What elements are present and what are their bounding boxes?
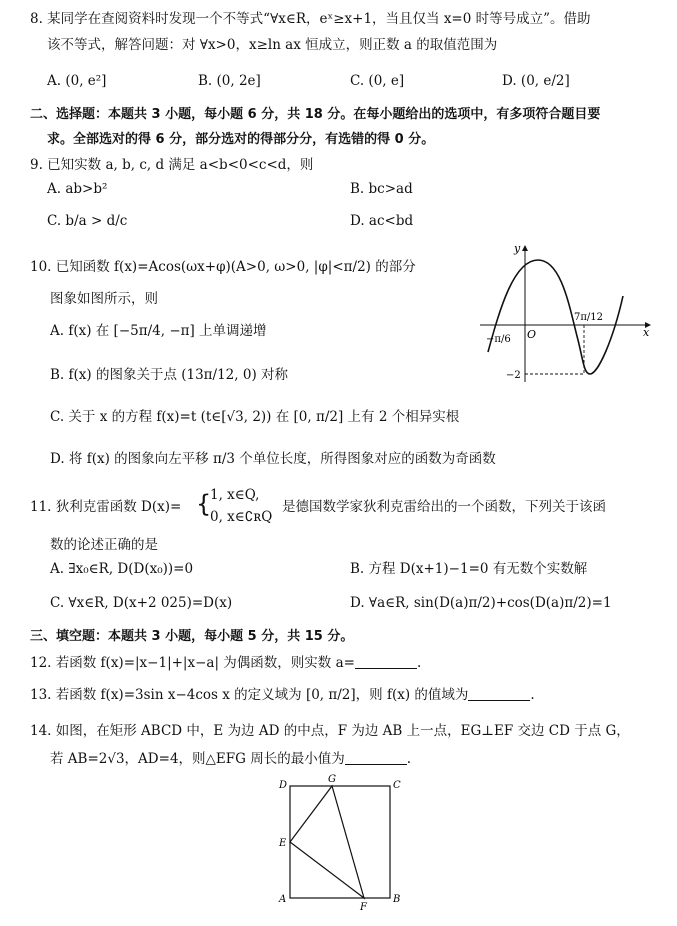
q10-option-d: D. 将 f(x) 的图象向左平移 π/3 个单位长度，所得图象对应的函数为奇函数 bbox=[50, 451, 496, 467]
q9-option-a: A. ab>b² bbox=[47, 181, 108, 197]
q8-option-b: B. (0, 2e] bbox=[198, 73, 261, 89]
q14-end: . bbox=[406, 751, 412, 767]
q10-option-c: C. 关于 x 的方程 f(x)=t (t∈[√3, 2)) 在 [0, π/2] 上有 2 个相异实根 bbox=[50, 409, 460, 425]
q13-end: . bbox=[530, 687, 535, 703]
q9-stem: 9. 已知实数 a, b, c, d 满足 a<b<0<c<d，则 bbox=[30, 157, 314, 173]
q8-stem-line1: 8. 某同学在查阅资料时发现一个不等式“∀x∈R，eˣ≥x+1，当且仅当 x=0 时等号成立”。借助 bbox=[30, 11, 591, 27]
q12-text: 12. 若函数 f(x)=|x−1|+|x−a| 为偶函数，则实数 a= bbox=[30, 655, 355, 671]
q11-stem-suffix: 是德国数学家狄利克雷给出的一个函数，下列关于该函 bbox=[282, 499, 606, 515]
q10-option-a: A. f(x) 在 [−5π/4, −π] 上单调递增 bbox=[50, 323, 267, 339]
point-b-label: B bbox=[393, 894, 401, 905]
x-axis-label: x bbox=[643, 326, 650, 339]
q12-end: . bbox=[416, 655, 422, 671]
q10-cosine-graph bbox=[478, 240, 658, 390]
q8-stem-line2: 该不等式，解答问题：对 ∀x>0，x≥ln ax 恒成立，则正数 a 的取值范围为 bbox=[47, 37, 498, 53]
q12-answer-blank[interactable] bbox=[355, 654, 417, 669]
point-d-label: D bbox=[279, 780, 288, 791]
rectangle-abcd bbox=[290, 786, 390, 898]
q11-option-b: B. 方程 D(x+1)−1=0 有无数个实数解 bbox=[350, 561, 588, 577]
section2-title-line1: 二、选择题：本题共 3 小题，每小题 6 分，共 18 分。在每小题给出的选项中，有多项符合题目要 bbox=[30, 107, 601, 122]
q10-stem-line2: 图象如图所示，则 bbox=[50, 291, 158, 307]
q11-piecewise-brace: { bbox=[196, 490, 212, 518]
point-c-label: C bbox=[393, 780, 401, 791]
q13-answer-blank[interactable] bbox=[468, 686, 530, 701]
q10-stem-line1: 10. 已知函数 f(x)=Acos(ωx+φ)(A>0, ω>0, |φ|<π/2) 的部分 bbox=[30, 259, 416, 275]
q8-option-a: A. (0, e²] bbox=[47, 73, 107, 89]
q11-stem-line2: 数的论述正确的是 bbox=[50, 537, 158, 553]
x-label-left: −π/6 bbox=[486, 334, 511, 345]
q8-option-d: D. (0, e/2] bbox=[502, 73, 570, 89]
point-e-label: E bbox=[279, 838, 287, 849]
q8-option-c: C. (0, e] bbox=[350, 73, 405, 89]
q14-stem-line1: 14. 如图，在矩形 ABCD 中，E 为边 AD 的中点，F 为边 AB 上一点，EG⊥EF 交边 CD 于点 G， bbox=[30, 723, 630, 739]
q13-text: 13. 若函数 f(x)=3sin x−4cos x 的定义域为 [0, π/2]，则 f(x) 的值域为 bbox=[30, 687, 469, 703]
q9-option-b: B. bc>ad bbox=[350, 181, 413, 197]
q9-option-c: C. b/a > d/c bbox=[47, 213, 128, 229]
q12-stem bbox=[30, 654, 421, 672]
q9-option-d: D. ac<bd bbox=[350, 213, 414, 229]
q10-option-b: B. f(x) 的图象关于点 (13π/12, 0) 对称 bbox=[50, 367, 289, 383]
q14-rectangle-figure bbox=[276, 772, 406, 912]
q13-stem bbox=[30, 686, 535, 704]
point-a-label: A bbox=[279, 894, 287, 905]
triangle-efg bbox=[290, 786, 364, 898]
section3-title: 三、填空题：本题共 3 小题，每小题 5 分，共 15 分。 bbox=[30, 629, 354, 644]
y-axis-label: y bbox=[514, 242, 521, 255]
q11-piece-2: 0, x∈∁ʀQ bbox=[210, 509, 273, 525]
q14-stem-line2 bbox=[50, 750, 411, 768]
q11-option-d: D. ∀a∈R, sin(D(a)π/2)+cos(D(a)π/2)=1 bbox=[350, 595, 612, 611]
point-g-label: G bbox=[328, 774, 336, 785]
y-label-min: −2 bbox=[506, 370, 521, 381]
x-label-right: 7π/12 bbox=[574, 312, 604, 323]
origin-label: O bbox=[527, 328, 537, 341]
q14-text: 若 AB=2√3，AD=4，则△EFG 周长的最小值为 bbox=[50, 751, 345, 767]
q14-answer-blank[interactable] bbox=[345, 750, 407, 765]
point-f-label: F bbox=[360, 902, 367, 912]
q11-stem-prefix: 11. 狄利克雷函数 D(x)= bbox=[30, 499, 182, 515]
q11-option-c: C. ∀x∈R, D(x+2 025)=D(x) bbox=[50, 595, 233, 611]
section2-title-line2: 求。全部选对的得 6 分，部分选对的得部分分，有选错的得 0 分。 bbox=[47, 132, 435, 147]
q11-option-a: A. ∃x₀∈R, D(D(x₀))=0 bbox=[50, 561, 194, 577]
q11-piece-1: 1, x∈Q, bbox=[210, 487, 260, 503]
